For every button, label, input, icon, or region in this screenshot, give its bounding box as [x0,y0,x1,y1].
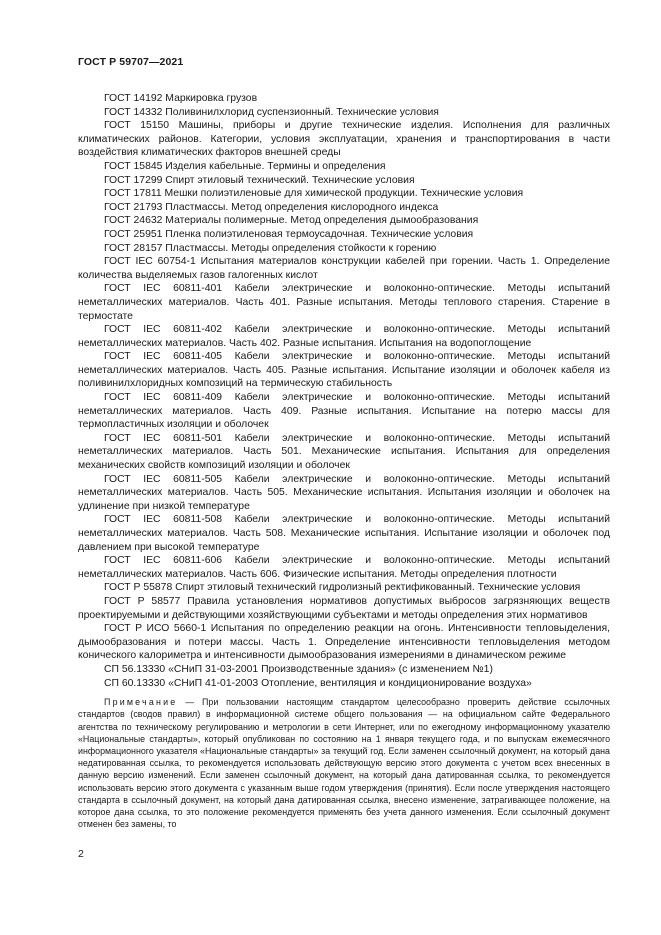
reference-item: ГОСТ 21793 Пластмассы. Метод определения кислородного индекса [104,201,439,213]
reference-item: ГОСТ 25951 Пленка полиэтиленовая термоусадочная. Технические условия [104,228,474,240]
reference-item: ГОСТ 14192 Маркировка грузов [104,93,258,104]
reference-item: ГОСТ 14332 Поливинилхлорид суспензионный. Технические условия [104,106,439,118]
reference-item: ГОСТ 15150 Машины, приборы и другие технические изделия. Исполнения для различных климатических районов. Категории, условия эксплуатации, хранения и транспортирования в части воздействия климатических факторов внешней среды [78,120,610,159]
normative-references [78,92,610,839]
reference-item: ГОСТ IEC 60811-606 Кабели электрические и волоконно-оптические. Методы испытаний неметаллических материалов. Часть 606. Физические испытания. Методы определения плотности [78,555,610,580]
reference-item: ГОСТ 17811 Мешки полиэтиленовые для химической продукции. Технические условия [104,188,524,200]
reference-item: ГОСТ IEC 60811-401 Кабели электрические и волоконно-оптические. Методы испытаний неметаллических материалов. Часть 401. Разные испытания. Методы теплового старения. Старение в термостате [78,283,610,322]
reference-item: ГОСТ IEC 60811-505 Кабели электрические и волоконно-оптические. Методы испытаний неметаллических материалов. Часть 505. Механические испытания. Испытания изоляции и оболочек на удлинение при низкой температуре [78,473,610,512]
reference-item: ГОСТ IEC 60811-508 Кабели электрические и волоконно-оптические. Методы испытаний неметаллических материалов. Часть 508. Механические испытания. Испытание изоляции и оболочек под давлением при высокой температуре [78,514,610,553]
reference-item: ГОСТ Р 55878 Спирт этиловый технический гидролизный ректификованный. Технические условия [104,582,581,594]
reference-item: СП 56.13330 «СНиП 31-03-2001 Производственные здания» (с изменением №1) [104,663,493,675]
reference-item: ГОСТ 28157 Пластмассы. Методы определения стойкости к горению [104,242,437,254]
reference-item: ГОСТ IEC 60811-402 Кабели электрические и волоконно-оптические. Методы испытаний неметаллических материалов. Часть 402. Разные испытания. Испытания на водопоглощение [78,324,610,349]
reference-item: ГОСТ IEC 60811-405 Кабели электрические и волоконно-оптические. Методы испытаний неметаллических материалов. Часть 405. Разные испытания. Испытание изоляции и оболочек кабеля из поливинилхлоридных композиций на термическую стабильность [78,351,610,390]
page-number: 2 [78,848,84,860]
document-header: ГОСТ Р 59707—2021 [78,56,184,68]
reference-item: ГОСТ Р 58577 Правила установления нормативов допустимых выбросов загрязняющих веществ проектируемыми и действующими хозяйствующими субъектами и методы определения этих нормативов [78,595,610,621]
reference-item: ГОСТ IEC 60811-409 Кабели электрические и волоконно-оптические. Методы испытаний неметаллических материалов. Часть 409. Разные испытания. Испытание на потерю массы для термопластичных изоляции и оболочек [78,392,610,431]
reference-item: СП 60.13330 «СНиП 41-01-2003 Отопление, вентиляция и кондиционирование воздуха» [104,677,532,689]
note-paragraph [78,696,610,830]
reference-item: ГОСТ IEC 60754-1 Испытания материалов конструкции кабелей при горении. Часть 1. Определение количества выделяемых газов галогенных кислот [78,256,610,281]
reference-item: ГОСТ 17299 Спирт этиловый технический. Технические условия [104,174,415,186]
note-label: Примечание [104,697,178,708]
note-text: — При пользовании настоящим стандартом целесообразно проверить действие ссылочных стандартов (сводов правил) в информационной системе общего пользования — на официальном сайте Федерального агентства по техническому регулированию и метрологии в сети Интернет, или по ежегодному информационному указателю «Национальные стандарты», который опубликован по состоянию на 1 января текущего года, и по выпускам ежемесячного информационного указателя «Национальные стандарты» за текущий год. Если заменен ссылочный документ, на который дана недатированная ссылка, то рекомендуется использовать действующую версию этого документа с учетом всех внесенных в данную версию изменений. Если заменен ссылочный документ, на который дана датированная ссылка, то рекомендуется использовать версию этого документа с указанным выше годом утверждения (принятия). Если после утверждения настоящего стандарта в ссылочный документ, на который дана датированная ссылка, внесено изменение, затрагивающее положение, на которое дана ссылка, то это положение рекомендуется применять без учета данного изменения. Если ссылочный документ отменен без замены, то [78,697,610,830]
reference-item: ГОСТ IEC 60811-501 Кабели электрические и волоконно-оптические. Методы испытаний неметаллических материалов. Часть 501. Механические испытания. Испытания для определения механических свойств композиций изоляции и оболочек [78,432,610,472]
reference-item: ГОСТ Р ИСО 5660-1 Испытания по определению реакции на огонь. Интенсивности тепловыделения, дымообразования и потери массы. Часть 1. Определение интенсивности тепловыделения методом конического калориметра и интенсивности дымообразования измерениями в динамическом режиме [78,623,610,662]
reference-item: ГОСТ 24632 Материалы полимерные. Метод определения дымообразования [104,215,479,227]
reference-item: ГОСТ 15845 Изделия кабельные. Термины и определения [104,160,386,172]
